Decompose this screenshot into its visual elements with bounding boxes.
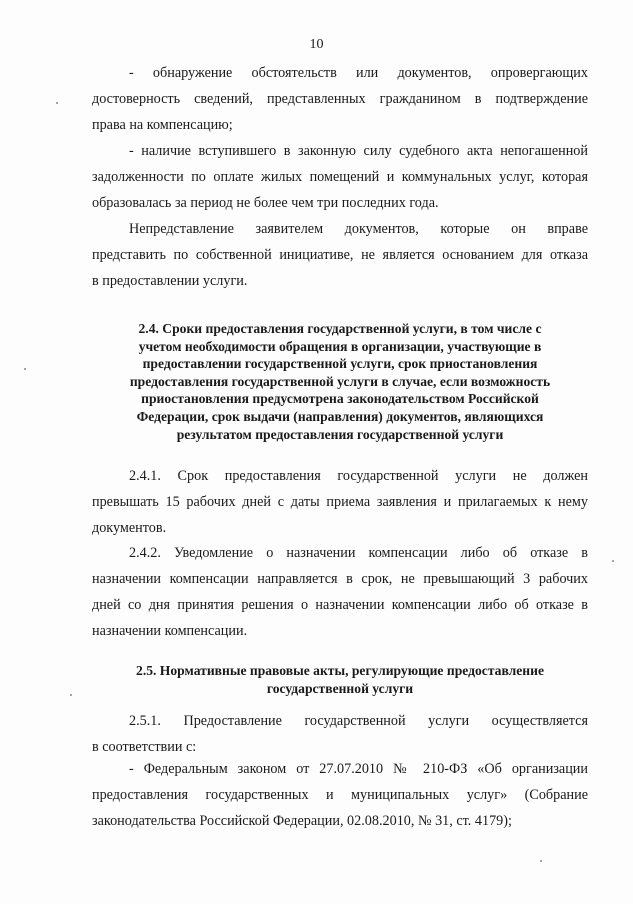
- text-line: назначении компенсации.: [92, 623, 248, 639]
- section-heading-2-4: [100, 320, 580, 443]
- text-line: достоверность сведений, представленных гражданином в подтверждение: [92, 91, 588, 107]
- text-line: Непредставление заявителем документов, которые он вправе: [129, 221, 588, 237]
- text-line: законодательства Российской Федерации, 02.08.2010, № 31, ст. 4179);: [92, 813, 512, 829]
- text-line: 2.5.1. Предоставление государственной услуги осуществляется: [129, 713, 588, 729]
- section-heading-2-5: [100, 662, 580, 697]
- heading-line: государственной услуги: [266, 680, 414, 696]
- text-line: - обнаружение обстоятельств или документов, опровергающих: [129, 65, 588, 81]
- heading-line: предоставления государственной услуги в случае, если возможность: [129, 373, 551, 389]
- text-line: в соответствии с:: [92, 739, 197, 755]
- text-line: предоставления государственных и муниципальных услуг» (Собрание: [92, 787, 588, 803]
- scan-speck: [24, 368, 26, 370]
- scan-speck: [70, 694, 72, 696]
- text-line: дней со дня принятия решения о назначении компенсации либо об отказе в: [92, 597, 588, 613]
- text-line: назначении компенсации направляется в срок, не превышающий 3 рабочих: [92, 571, 588, 587]
- paragraph-2-4-2: [92, 540, 588, 644]
- page-number: 10: [309, 37, 324, 52]
- paragraph-court-act: [92, 138, 588, 216]
- text-line: - наличие вступившего в законную силу судебного акта непогашенной: [129, 143, 588, 159]
- heading-line: учетом необходимости обращения в организации, участвующие в: [138, 338, 542, 354]
- scan-speck: [56, 102, 58, 104]
- text-line: превышать 15 рабочих дней с даты приема заявления и прилагаемых к нему: [92, 494, 588, 510]
- text-line: - Федеральным законом от 27.07.2010 № 210-ФЗ «Об организации: [129, 761, 588, 777]
- text-line: представить по собственной инициативе, не является основанием для отказа: [92, 247, 588, 263]
- paragraph-non-submission: [92, 216, 588, 294]
- text-line: 2.4.1. Срок предоставления государственной услуги не должен: [129, 468, 588, 484]
- text-line: в предоставлении услуги.: [92, 273, 248, 289]
- paragraph-2-5-1: [92, 708, 588, 760]
- heading-line: результатом предоставления государственной услуги: [176, 426, 504, 442]
- paragraph-2-4-1: [92, 463, 588, 541]
- text-line: 2.4.2. Уведомление о назначении компенсации либо об отказе в: [129, 545, 588, 561]
- paragraph-doc-refutation: [92, 60, 588, 138]
- text-line: задолженности по оплате жилых помещений и коммунальных услуг, которая: [92, 169, 588, 185]
- heading-line: приостановления предусмотрена законодательством Российской: [141, 391, 539, 407]
- heading-line: предоставлении государственной услуги, срок приостановления: [142, 356, 538, 372]
- heading-line: Федерации, срок выдачи (направления) документов, являющихся: [136, 408, 544, 424]
- paragraph-federal-law: [92, 756, 588, 834]
- scan-speck: [540, 860, 542, 862]
- heading-line: 2.4. Сроки предоставления государственной услуги, в том числе с: [138, 321, 542, 336]
- heading-line: 2.5. Нормативные правовые акты, регулирующие предоставление: [136, 663, 544, 678]
- text-line: образовалась за период не более чем три последних года.: [92, 195, 439, 211]
- scan-speck: [612, 560, 614, 562]
- text-line: документов.: [92, 520, 167, 536]
- text-line: права на компенсацию;: [92, 117, 233, 133]
